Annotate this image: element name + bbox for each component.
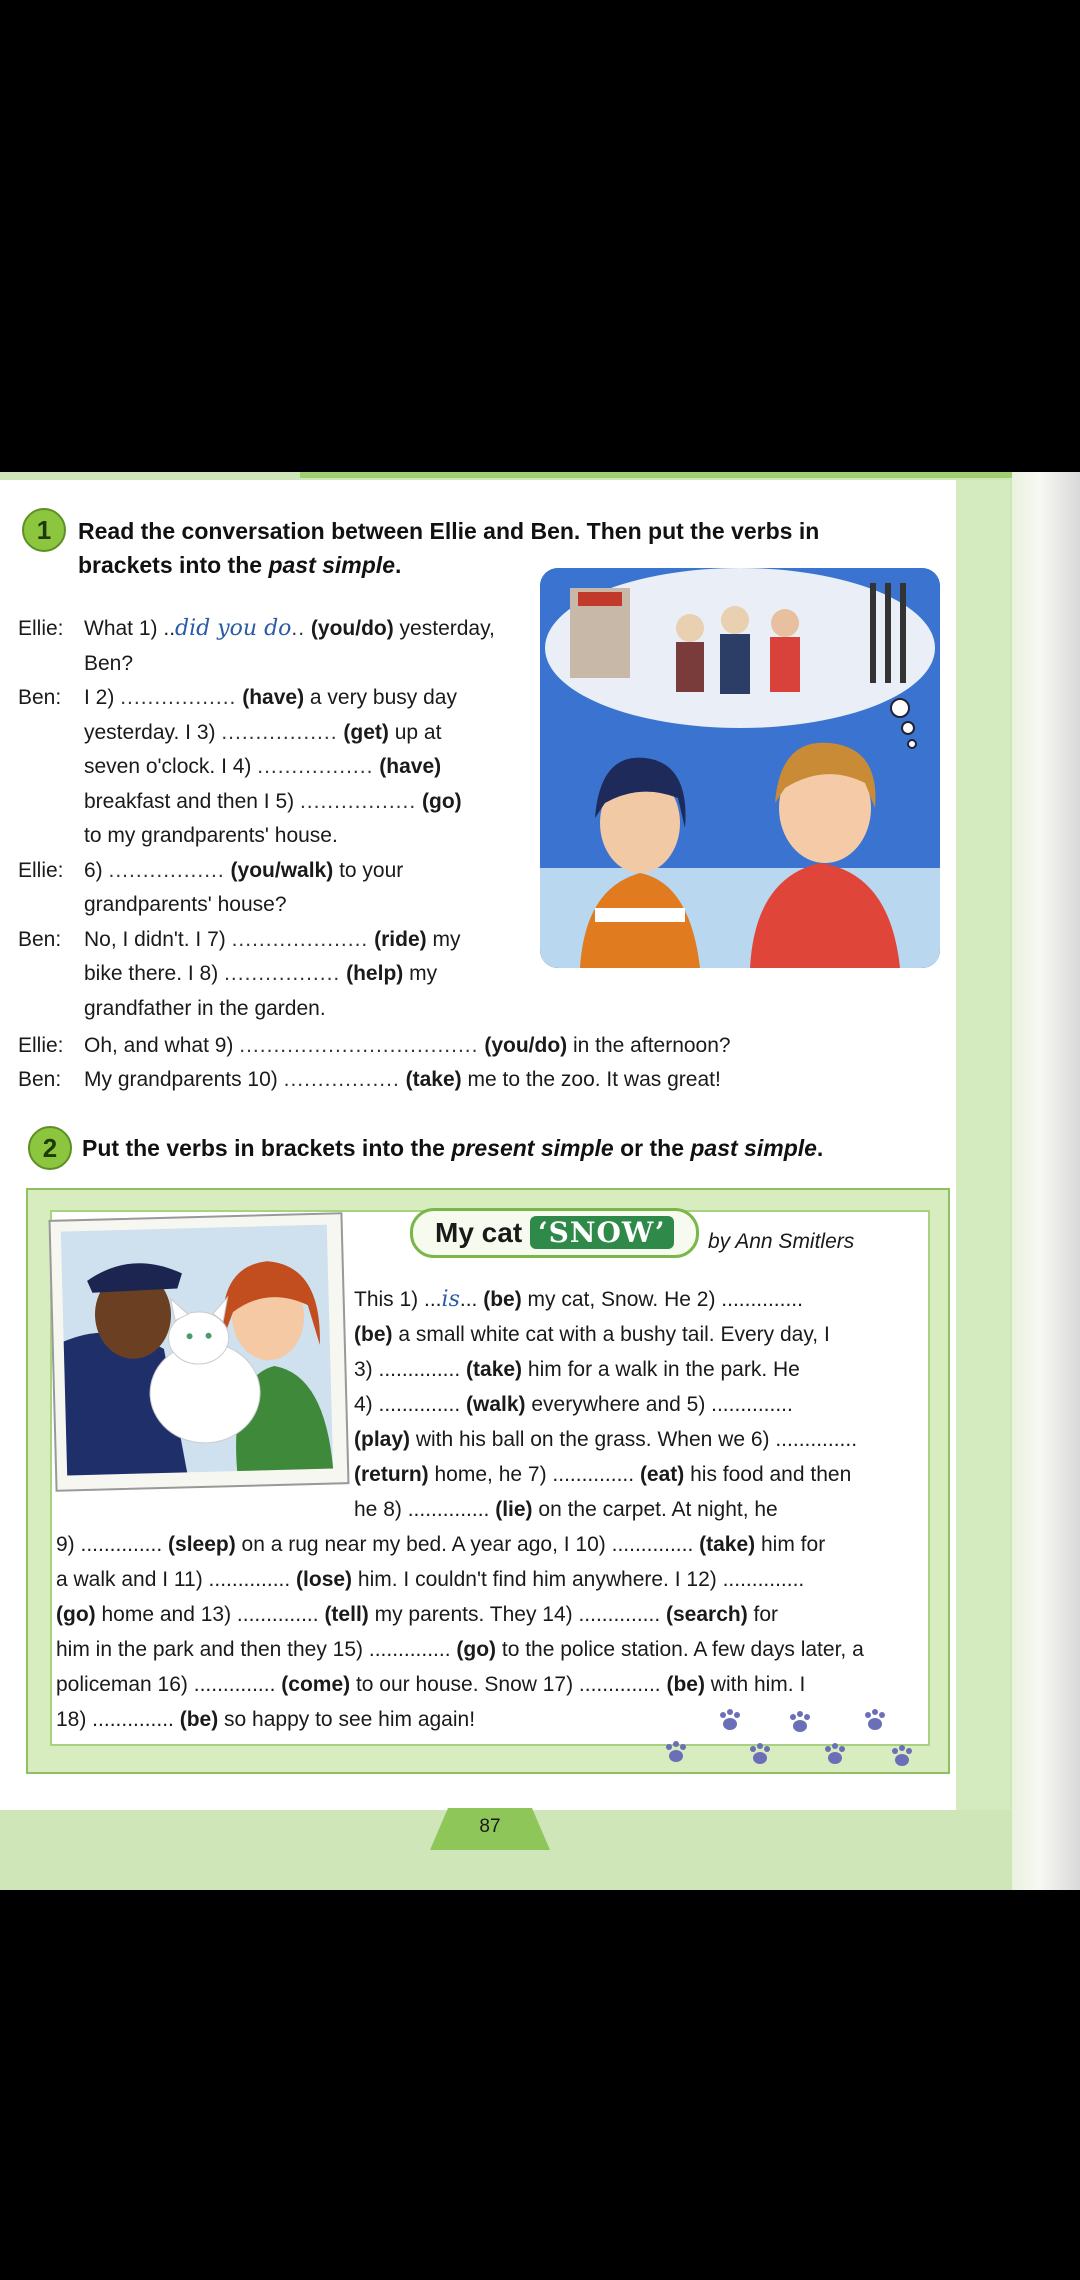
top-rule	[300, 472, 1060, 478]
page-green-edge	[956, 480, 1010, 1810]
dialogue-line: Ellie: What 1) ..did you do.. (you/do) yesterday,	[18, 612, 538, 647]
paw-prints-icon	[660, 1700, 920, 1770]
page-number: 87	[479, 1816, 501, 1837]
story-line: he 8) .............. (lie) on the carpet. At night, he	[354, 1498, 778, 1521]
dialogue-line: Ben?	[84, 651, 134, 675]
ellie-ben-image	[540, 568, 940, 968]
story-title: My cat ‘SNOW’	[410, 1208, 699, 1258]
policeman-cat-illustration	[48, 1212, 349, 1492]
story-line: (go) home and 13) .............. (tell) my parents. They 14) .............. (search) for	[56, 1603, 779, 1626]
story-byline: by Ann Smitlers	[708, 1230, 855, 1253]
ellie-ben-illustration	[540, 568, 940, 968]
story-line: (play) with his ball on the grass. When we 6) ..............	[354, 1428, 858, 1451]
dialogue-line: to my grandparents' house.	[84, 824, 338, 847]
dialogue-line: breakfast and then I 5) ................. (go)	[84, 789, 462, 813]
handwritten-answer: did you do	[175, 616, 292, 641]
dialogue-line: bike there. I 8) ................. (help) my	[84, 962, 438, 985]
dialogue-line: yesterday. I 3) ................. (get) up at	[84, 720, 442, 744]
story-line: him in the park and then they 15) .............. (go) to the police station. A few days later, a	[56, 1638, 864, 1661]
story-title-snow: ‘SNOW’	[530, 1216, 674, 1249]
handwritten-answer: is	[441, 1287, 460, 1312]
story-line: 18) .............. (be) so happy to see him again!	[56, 1708, 476, 1731]
story-line: This 1) ...is... (be) my cat, Snow. He 2) ..............	[354, 1287, 803, 1312]
dialogue-line: Ben: No, I didn't. I 7) .................... (ride) my	[18, 927, 461, 951]
dialogue-line-10: Ben: My grandparents 10) ................. (take) me to the zoo. It was great!	[18, 1068, 721, 1091]
story-line: 4) .............. (walk) everywhere and 5) ..............	[354, 1393, 793, 1416]
exercise-1-title-line1: Read the conversation between Ellie and Ben. Then put the verbs in	[78, 518, 820, 544]
exercise-1-title-line2: brackets into the past simple.	[78, 552, 402, 578]
dialogue-line: seven o'clock. I 4) ................. (have)	[84, 755, 442, 778]
book-spine	[1012, 472, 1080, 1890]
dialogue	[18, 612, 538, 1026]
dialogue-line: Ellie: 6) ................. (you/walk) to your	[18, 858, 404, 882]
dialogue-line: Ben: I 2) ................. (have) a very busy day	[18, 686, 457, 709]
exercise-2-number: 2	[28, 1126, 72, 1170]
story-line: (return) home, he 7) .............. (eat) his food and then	[354, 1463, 852, 1486]
story-line: (be) a small white cat with a bushy tail. Every day, I	[354, 1323, 830, 1346]
dialogue-line-9: Ellie: Oh, and what 9) ................................... (you/do) in the afternoon?	[18, 1034, 731, 1057]
story-line: policeman 16) .............. (come) to our house. Snow 17) .............. (be) with him. I	[56, 1673, 806, 1696]
story-line: a walk and I 11) .............. (lose) him. I couldn't find him anywhere. I 12) ..............	[56, 1568, 805, 1591]
dialogue-line: grandparents' house?	[84, 893, 287, 916]
exercise-2-title: Put the verbs in brackets into the present simple or the past simple.	[82, 1135, 824, 1161]
dialogue-line: grandfather in the garden.	[84, 996, 326, 1020]
story-line: 3) .............. (take) him for a walk in the park. He	[354, 1358, 800, 1381]
policeman-cat-image	[51, 1214, 344, 1485]
speaker: Ellie:	[18, 617, 64, 640]
story-line: 9) .............. (sleep) on a rug near my bed. A year ago, I 10) .............. (take) him for	[56, 1533, 826, 1556]
exercise-1-number: 1	[22, 508, 66, 552]
